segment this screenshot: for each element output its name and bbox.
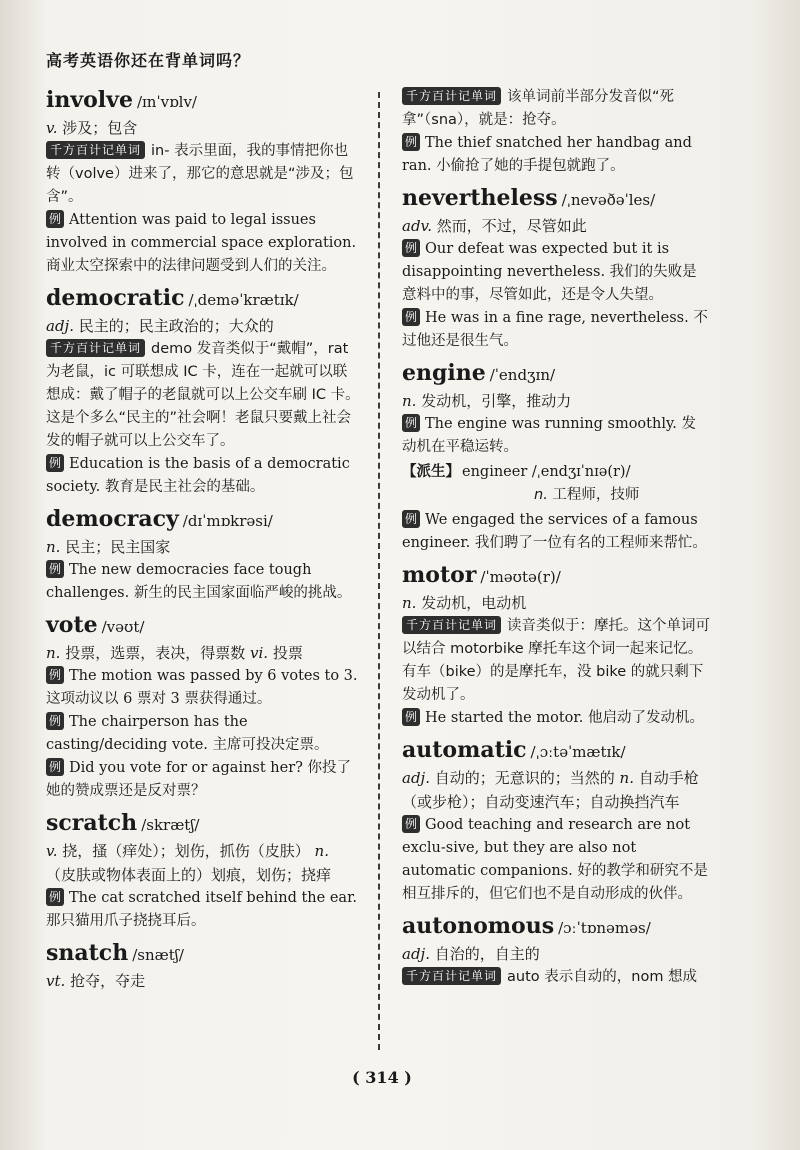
example-sentence: He started the motor. 他启动了发动机。 <box>425 710 704 726</box>
example-badge: 例 <box>46 758 64 776</box>
example-badge: 例 <box>402 708 420 726</box>
definition: 发动机，引擎，推动力 <box>421 392 572 410</box>
entry-nevertheless <box>402 184 710 353</box>
example-badge: 例 <box>402 308 420 326</box>
running-head: 高考英语你还在背单词吗？ <box>46 51 251 70</box>
definition: 涉及；包含 <box>62 119 138 137</box>
entry-democracy <box>46 505 360 605</box>
entry-snatch <box>46 939 360 993</box>
entry-scratch <box>46 809 360 933</box>
part-of-speech: n. <box>402 392 417 410</box>
entry-engine <box>402 359 710 555</box>
definition-2: （皮肤或物体表面上的）划痕，划伤；挠痒 <box>46 866 332 884</box>
definition: 投票，选票，表决，得票数 <box>65 644 246 662</box>
example-sentence: Attention was paid to legal issues involved in commercial space exploration. 商业太空探索中的法律问题受到人们的关注。 <box>46 212 357 274</box>
definition-2: 投票 <box>272 644 303 662</box>
mnemonic-text: in- 表示里面，我的事情把你也转（volve）进来了，那它的意思就是“涉及；包含”。 <box>46 143 354 205</box>
example-badge: 例 <box>46 454 64 472</box>
part-of-speech-2: vi. <box>250 644 269 662</box>
pronunciation: /ɔːˈtɒnəməs/ <box>558 919 651 937</box>
headword: democracy <box>46 506 179 532</box>
definition: 发动机，电动机 <box>421 594 527 612</box>
definition: 民主的；民主政治的；大众的 <box>78 317 274 335</box>
definition: 自治的，自主的 <box>434 945 540 963</box>
example-sentence: The thief snatched her handbag and ran. 小偷抢了她的手提包就跑了。 <box>402 135 692 174</box>
definition: 民主；民主国家 <box>65 538 171 556</box>
column-divider <box>378 92 380 1050</box>
mnemonic-text: 该单词前半部分发音似“死拿”（sna），就是：抢夺。 <box>402 89 675 128</box>
example-sentence: We engaged the services of a famous engineer. 我们聘了一位有名的工程师来帮忙。 <box>402 512 707 551</box>
example-sentence: The new democracies face tough challenges. 新生的民主国家面临严峻的挑战。 <box>46 562 352 601</box>
part-of-speech-2: n. <box>619 769 634 787</box>
example-sentence: The chairperson has the casting/deciding vote. 主席可投决定票。 <box>46 714 329 753</box>
example-sentence: Our defeat was expected but it is disappointing nevertheless. 我们的失败是意料中的事，尽管如此，还是令人失望。 <box>402 241 697 303</box>
derivative-label: 【派生】 <box>402 464 460 480</box>
page-number: ( 314 ) <box>352 1068 412 1087</box>
headword: scratch <box>46 810 138 836</box>
mnemonic-text: demo 发音类似于“戴帽”，rat 为老鼠，ic 可联想成 IC 卡，连在一起就可以联想成：戴了帽子的老鼠就可以上公交车刷 IC 卡。这是个多么“民主的”社会啊！老鼠只要戴上社会发的帽子就可以上公交车了。 <box>46 341 360 449</box>
part-of-speech: vt. <box>46 972 66 990</box>
example-badge: 例 <box>402 239 420 257</box>
example-badge: 例 <box>402 414 420 432</box>
entry-snatch-continued <box>402 86 710 178</box>
pronunciation: /ˌdeməˈkrætɪk/ <box>188 291 299 309</box>
left-column <box>46 86 360 999</box>
example-badge: 例 <box>46 560 64 578</box>
example-badge: 例 <box>46 666 64 684</box>
headword: involve <box>46 87 133 113</box>
definition: 挠，搔（痒处）；划伤，抓伤（皮肤） <box>62 842 310 860</box>
definition: 抢夺，夺走 <box>70 972 146 990</box>
part-of-speech: n. <box>402 594 417 612</box>
example-badge: 例 <box>402 815 420 833</box>
headword: autonomous <box>402 913 555 939</box>
pronunciation: /ɪnˈvɒlv/ <box>136 93 197 111</box>
mnemonic-text: auto 表示自动的，nom 想成 <box>507 969 698 985</box>
definition-2: 自动手枪（或步枪）；自动变速汽车；自动换挡汽车 <box>402 769 699 811</box>
entry-motor <box>402 561 710 730</box>
headword: engine <box>402 360 486 386</box>
example-badge: 例 <box>46 712 64 730</box>
example-sentence: The cat scratched itself behind the ear. 那只猫用爪子挠挠耳后。 <box>46 890 358 929</box>
headword: motor <box>402 562 477 588</box>
headword: vote <box>46 612 98 638</box>
mnemonic-badge: 千方百计记单词 <box>402 616 501 634</box>
example-sentence: Education is the basis of a democratic society. 教育是民主社会的基础。 <box>46 456 350 495</box>
example-badge: 例 <box>402 133 420 151</box>
mnemonic-badge: 千方百计记单词 <box>46 141 145 159</box>
part-of-speech: n. <box>46 538 61 556</box>
part-of-speech: v. <box>46 842 58 860</box>
derivative-pos: n. <box>534 487 548 503</box>
pronunciation: /ˌɔːtəˈmætɪk/ <box>530 743 626 761</box>
pronunciation: /snætʃ/ <box>132 946 184 964</box>
definition: 自动的；无意识的；当然的 <box>434 769 615 787</box>
mnemonic-badge: 千方百计记单词 <box>402 967 501 985</box>
example-sentence: Did you vote for or against her? 你投了她的赞成票还是反对票？ <box>46 760 352 799</box>
entry-involve <box>46 86 360 278</box>
pronunciation: /dɪˈmɒkrəsi/ <box>182 512 273 530</box>
pronunciation: /skrætʃ/ <box>141 816 200 834</box>
derivative-meaning: 工程师，技师 <box>552 487 640 503</box>
example-sentence: The motion was passed by 6 votes to 3. 这项动议以 6 票对 3 票获得通过。 <box>46 668 358 707</box>
pronunciation: /ˈendʒɪn/ <box>489 366 556 384</box>
headword: nevertheless <box>402 185 558 211</box>
entry-democratic <box>46 284 360 499</box>
example-sentence: He was in a fine rage, nevertheless. 不过他还是很生气。 <box>402 310 708 349</box>
part-of-speech: adj. <box>46 317 74 335</box>
part-of-speech: adj. <box>402 769 430 787</box>
definition: 然而，不过，尽管如此 <box>436 217 587 235</box>
entry-autonomous <box>402 912 710 989</box>
part-of-speech: v. <box>46 119 58 137</box>
pronunciation: /ˈməʊtə(r)/ <box>480 568 561 586</box>
mnemonic-badge: 千方百计记单词 <box>402 87 501 105</box>
derivative-word: engineer /ˌendʒɪˈnɪə(r)/ <box>462 464 631 480</box>
pronunciation: /ˌnevəðəˈles/ <box>561 191 656 209</box>
mnemonic-text: 读音类似于：摩托。这个单词可以结合 motorbike 摩托车这个词一起来记忆。有车（bike）的是摩托车，没 bike 的就只剩下发动机了。 <box>402 618 711 703</box>
part-of-speech: adj. <box>402 945 430 963</box>
part-of-speech-2: n. <box>314 842 329 860</box>
example-sentence: Good teaching and research are not exclu-sive, but they are also not automatic companions. 好的教学和研究不是相互排斥的，但它们也不是自动形成的伙伴。 <box>402 817 708 902</box>
example-badge: 例 <box>402 510 420 528</box>
example-sentence: The engine was running smoothly. 发动机在平稳运转。 <box>402 416 696 455</box>
example-badge: 例 <box>46 210 64 228</box>
headword: automatic <box>402 737 527 763</box>
mnemonic-badge: 千方百计记单词 <box>46 339 145 357</box>
headword: democratic <box>46 285 185 311</box>
entry-vote <box>46 611 360 803</box>
headword: snatch <box>46 940 129 966</box>
example-badge: 例 <box>46 888 64 906</box>
entry-automatic <box>402 736 710 906</box>
part-of-speech: adv. <box>402 217 433 235</box>
pronunciation: /vəʊt/ <box>101 618 145 636</box>
right-column <box>402 86 710 995</box>
derivative-block <box>402 461 710 507</box>
part-of-speech: n. <box>46 644 61 662</box>
